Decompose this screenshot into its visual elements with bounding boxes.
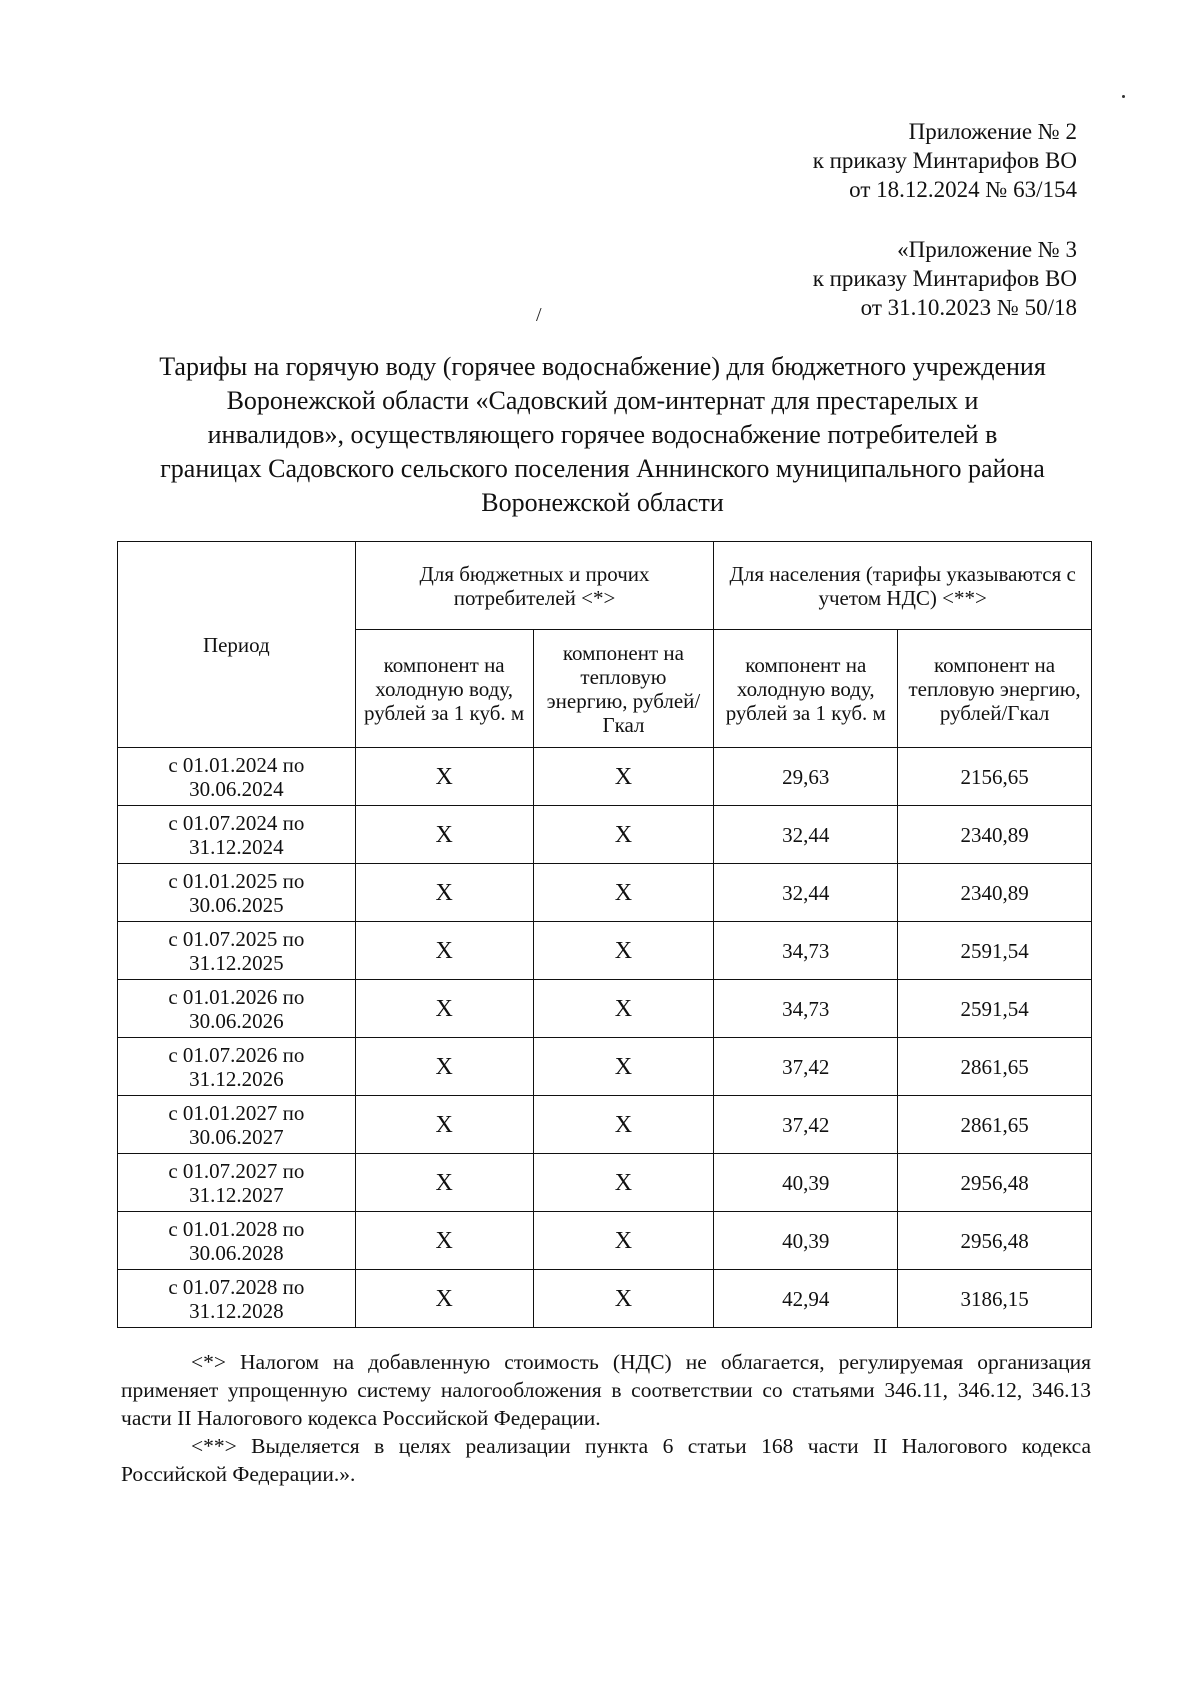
period-cell: с 01.01.2026 по 30.06.2026 xyxy=(118,980,356,1038)
population-cold-cell: 37,42 xyxy=(714,1038,898,1096)
footnote-vat-exempt: <*> Налогом на добавленную стоимость (НДС) не облагается, регулируемая организация применяет упрощенную систему налогообложения в соответствии со статьями 346.11, 346.12, 346.13 части II Налогового кодекса Российской Федерации. xyxy=(121,1350,1091,1430)
population-header: Для населения (тарифы указываются с учетом НДС) <**> xyxy=(714,542,1092,630)
period-cell: с 01.07.2027 по 31.12.2027 xyxy=(118,1154,356,1212)
budget-heat-cell: Х xyxy=(533,1212,714,1270)
population-cold-cell: 34,73 xyxy=(714,922,898,980)
period-cell: с 01.01.2025 по 30.06.2025 xyxy=(118,864,356,922)
population-heat-cell: 2340,89 xyxy=(898,806,1092,864)
period-cell: с 01.01.2027 по 30.06.2027 xyxy=(118,1096,356,1154)
footnote-vat-included: <**> Выделяется в целях реализации пункта 6 статьи 168 части II Налогового кодекса Российской Федерации.». xyxy=(121,1434,1091,1486)
budget-cold-cell: Х xyxy=(355,1212,533,1270)
period-cell: с 01.07.2028 по 31.12.2028 xyxy=(118,1270,356,1328)
tariff-table xyxy=(117,541,1092,1328)
footnotes xyxy=(121,1348,1091,1488)
population-heat-cell: 2861,65 xyxy=(898,1096,1092,1154)
population-heat-cell: 3186,15 xyxy=(898,1270,1092,1328)
population-heat-cell: 2340,89 xyxy=(898,864,1092,922)
table-header-row xyxy=(118,542,1092,630)
period-cell: с 01.07.2024 по 31.12.2024 xyxy=(118,806,356,864)
population-cold-cell: 40,39 xyxy=(714,1212,898,1270)
table-row xyxy=(118,864,1092,922)
table-row xyxy=(118,922,1092,980)
population-cold-cell: 32,44 xyxy=(714,864,898,922)
budget-cold-cell: Х xyxy=(355,922,533,980)
title-line: инвалидов», осуществляющего горячее водоснабжение потребителей в xyxy=(207,420,998,449)
budget-cold-cell: Х xyxy=(355,1270,533,1328)
budget-heat-cell: Х xyxy=(533,980,714,1038)
appendix-line: «Приложение № 3 xyxy=(897,237,1077,262)
period-cell: с 01.07.2025 по 31.12.2025 xyxy=(118,922,356,980)
title-line: Воронежской области xyxy=(481,488,724,517)
budget-cold-cell: Х xyxy=(355,1038,533,1096)
period-cell: с 01.01.2024 по 30.06.2024 xyxy=(118,748,356,806)
table-row xyxy=(118,1270,1092,1328)
period-header: Период xyxy=(118,542,356,748)
population-heat-cell: 2591,54 xyxy=(898,980,1092,1038)
budget-heat-cell: Х xyxy=(533,922,714,980)
table-row xyxy=(118,1212,1092,1270)
population-cold-cell: 34,73 xyxy=(714,980,898,1038)
document-title xyxy=(110,350,1095,520)
appendix-line: от 18.12.2024 № 63/154 xyxy=(849,177,1077,202)
budget-cold-cell: Х xyxy=(355,980,533,1038)
appendix-reference-current xyxy=(813,117,1077,204)
budget-heat-cell: Х xyxy=(533,806,714,864)
table-row xyxy=(118,1154,1092,1212)
population-cold-cell: 37,42 xyxy=(714,1096,898,1154)
budget-cold-cell: Х xyxy=(355,1154,533,1212)
appendix-line: Приложение № 2 xyxy=(908,119,1077,144)
budget-heat-energy-header: компонент на тепловую энергию, рублей/Гкал xyxy=(533,630,714,748)
budget-heat-cell: Х xyxy=(533,1270,714,1328)
period-cell: с 01.01.2028 по 30.06.2028 xyxy=(118,1212,356,1270)
population-cold-cell: 32,44 xyxy=(714,806,898,864)
budget-cold-cell: Х xyxy=(355,748,533,806)
population-heat-cell: 2156,65 xyxy=(898,748,1092,806)
budget-cold-cell: Х xyxy=(355,1096,533,1154)
population-cold-water-header: компонент на холодную воду, рублей за 1 куб. м xyxy=(714,630,898,748)
appendix-line: к приказу Минтарифов ВО xyxy=(812,148,1077,173)
table-body xyxy=(118,748,1092,1328)
scan-dot xyxy=(1122,95,1125,98)
stray-pen-mark: / xyxy=(536,304,542,326)
table-row xyxy=(118,980,1092,1038)
budget-cold-water-header: компонент на холодную воду, рублей за 1 куб. м xyxy=(355,630,533,748)
population-heat-energy-header: компонент на тепловую энергию, рублей/Гкал xyxy=(898,630,1092,748)
budget-heat-cell: Х xyxy=(533,748,714,806)
period-cell: с 01.07.2026 по 31.12.2026 xyxy=(118,1038,356,1096)
table-row xyxy=(118,1096,1092,1154)
table-row xyxy=(118,748,1092,806)
budget-heat-cell: Х xyxy=(533,1096,714,1154)
budget-consumers-header: Для бюджетных и прочих потребителей <*> xyxy=(355,542,714,630)
budget-cold-cell: Х xyxy=(355,806,533,864)
population-cold-cell: 42,94 xyxy=(714,1270,898,1328)
population-heat-cell: 2956,48 xyxy=(898,1212,1092,1270)
table-row xyxy=(118,1038,1092,1096)
appendix-reference-original xyxy=(813,235,1077,322)
population-heat-cell: 2591,54 xyxy=(898,922,1092,980)
population-cold-cell: 40,39 xyxy=(714,1154,898,1212)
budget-heat-cell: Х xyxy=(533,1154,714,1212)
appendix-line: от 31.10.2023 № 50/18 xyxy=(860,295,1077,320)
budget-heat-cell: Х xyxy=(533,864,714,922)
title-line: Тарифы на горячую воду (горячее водоснабжение) для бюджетного учреждения xyxy=(159,352,1046,381)
title-line: Воронежской области «Садовский дом-интернат для престарелых и xyxy=(226,386,979,415)
budget-heat-cell: Х xyxy=(533,1038,714,1096)
title-line: границах Садовского сельского поселения Аннинского муниципального района xyxy=(160,454,1045,483)
population-heat-cell: 2861,65 xyxy=(898,1038,1092,1096)
table-row xyxy=(118,806,1092,864)
population-cold-cell: 29,63 xyxy=(714,748,898,806)
budget-cold-cell: Х xyxy=(355,864,533,922)
appendix-line: к приказу Минтарифов ВО xyxy=(812,266,1077,291)
population-heat-cell: 2956,48 xyxy=(898,1154,1092,1212)
